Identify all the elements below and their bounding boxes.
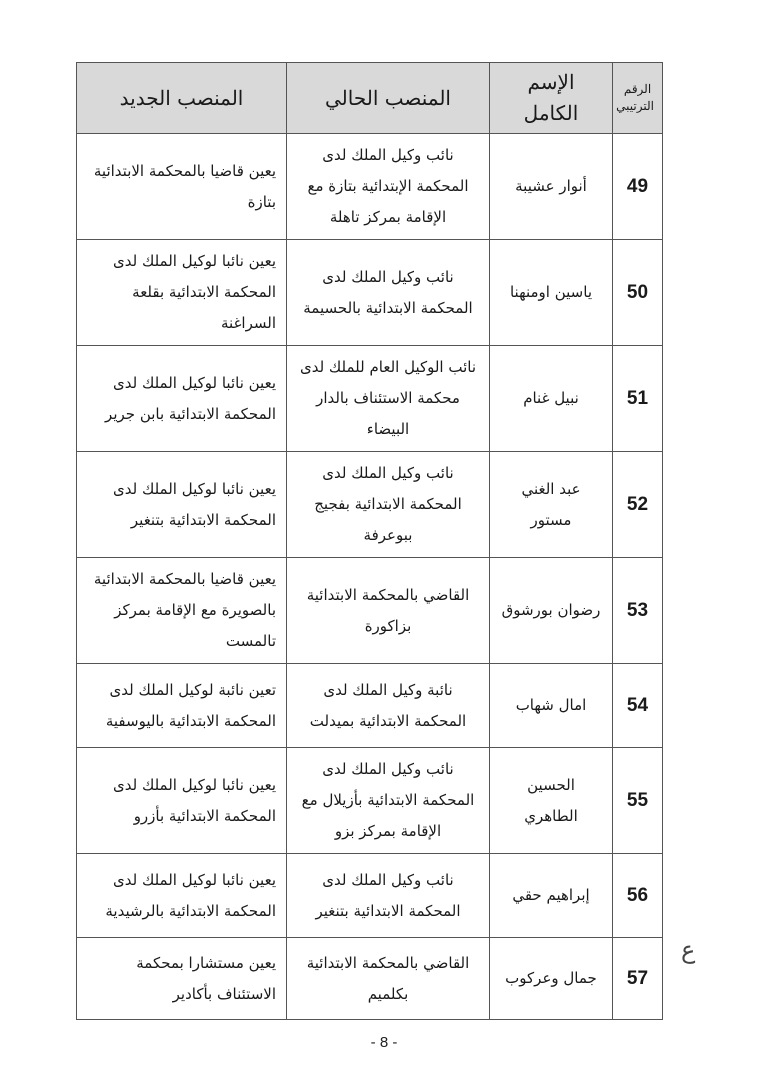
row-current-position: نائب وكيل الملك لدى المحكمة الإبتدائية بتازة مع الإقامة بمركز تاهلة xyxy=(287,134,490,240)
table-row xyxy=(77,558,663,664)
table-row xyxy=(77,748,663,854)
row-new-position: يعين نائبا لوكيل الملك لدى المحكمة الابتدائية بتنغير xyxy=(77,452,287,558)
row-current-position: نائب وكيل الملك لدى المحكمة الابتدائية بالحسيمة xyxy=(287,240,490,346)
row-current-position: نائبة وكيل الملك لدى المحكمة الابتدائية بميدلت xyxy=(287,664,490,748)
row-new-position: يعين نائبا لوكيل الملك لدى المحكمة الابتدائية بأزرو xyxy=(77,748,287,854)
row-full-name: أنوار عشيبة xyxy=(490,134,613,240)
row-new-position: تعين نائبة لوكيل الملك لدى المحكمة الابتدائية باليوسفية xyxy=(77,664,287,748)
page-number: - 8 - xyxy=(370,1034,398,1051)
appointments-table xyxy=(76,62,663,1020)
row-current-position: نائب وكيل الملك لدى المحكمة الابتدائية بفجيج ببوعرفة xyxy=(287,452,490,558)
table-row xyxy=(77,346,663,452)
row-new-position: يعين مستشارا بمحكمة الاستئناف بأكادير xyxy=(77,938,287,1020)
table-row xyxy=(77,664,663,748)
header-current-position: المنصب الحالي xyxy=(287,63,490,134)
row-full-name: الحسين الطاهري xyxy=(490,748,613,854)
row-full-name: امال شهاب xyxy=(490,664,613,748)
header-new-position: المنصب الجديد xyxy=(77,63,287,134)
row-number: 49 xyxy=(613,134,663,240)
row-number: 55 xyxy=(613,748,663,854)
row-current-position: نائب وكيل الملك لدى المحكمة الابتدائية بتنغير xyxy=(287,854,490,938)
table-header-row xyxy=(77,63,663,134)
header-number: الرقم الترتيبي xyxy=(613,63,663,134)
row-current-position: القاضي بالمحكمة الابتدائية بكلميم xyxy=(287,938,490,1020)
table-row xyxy=(77,452,663,558)
table-row xyxy=(77,240,663,346)
row-full-name: نبيل غنام xyxy=(490,346,613,452)
row-current-position: نائب الوكيل العام للملك لدى محكمة الاستئناف بالدار البيضاء xyxy=(287,346,490,452)
table-row xyxy=(77,134,663,240)
row-number: 51 xyxy=(613,346,663,452)
row-number: 56 xyxy=(613,854,663,938)
row-number: 52 xyxy=(613,452,663,558)
table-row xyxy=(77,854,663,938)
row-new-position: يعين نائبا لوكيل الملك لدى المحكمة الابتدائية بقلعة السراغنة xyxy=(77,240,287,346)
row-full-name: جمال وعركوب xyxy=(490,938,613,1020)
row-current-position: القاضي بالمحكمة الابتدائية بزاكورة xyxy=(287,558,490,664)
row-new-position: يعين قاضيا بالمحكمة الابتدائية بالصويرة مع الإقامة بمركز تالمست xyxy=(77,558,287,664)
table-body xyxy=(77,134,663,1020)
row-full-name: عبد الغني مستور xyxy=(490,452,613,558)
row-number: 50 xyxy=(613,240,663,346)
row-new-position: يعين نائبا لوكيل الملك لدى المحكمة الابتدائية بابن جرير xyxy=(77,346,287,452)
table-row xyxy=(77,938,663,1020)
header-full-name: الإسم الكامل xyxy=(490,63,613,134)
row-full-name: رضوان بورشوق xyxy=(490,558,613,664)
row-full-name: إبراهيم حقي xyxy=(490,854,613,938)
handwritten-initial: ع xyxy=(681,936,696,964)
row-number: 53 xyxy=(613,558,663,664)
row-full-name: ياسين اومنهنا xyxy=(490,240,613,346)
row-new-position: يعين قاضيا بالمحكمة الابتدائية بتازة xyxy=(77,134,287,240)
row-new-position: يعين نائبا لوكيل الملك لدى المحكمة الابتدائية بالرشيدية xyxy=(77,854,287,938)
row-number: 57 xyxy=(613,938,663,1020)
row-current-position: نائب وكيل الملك لدى المحكمة الابتدائية بأزيلال مع الإقامة بمركز بزو xyxy=(287,748,490,854)
row-number: 54 xyxy=(613,664,663,748)
